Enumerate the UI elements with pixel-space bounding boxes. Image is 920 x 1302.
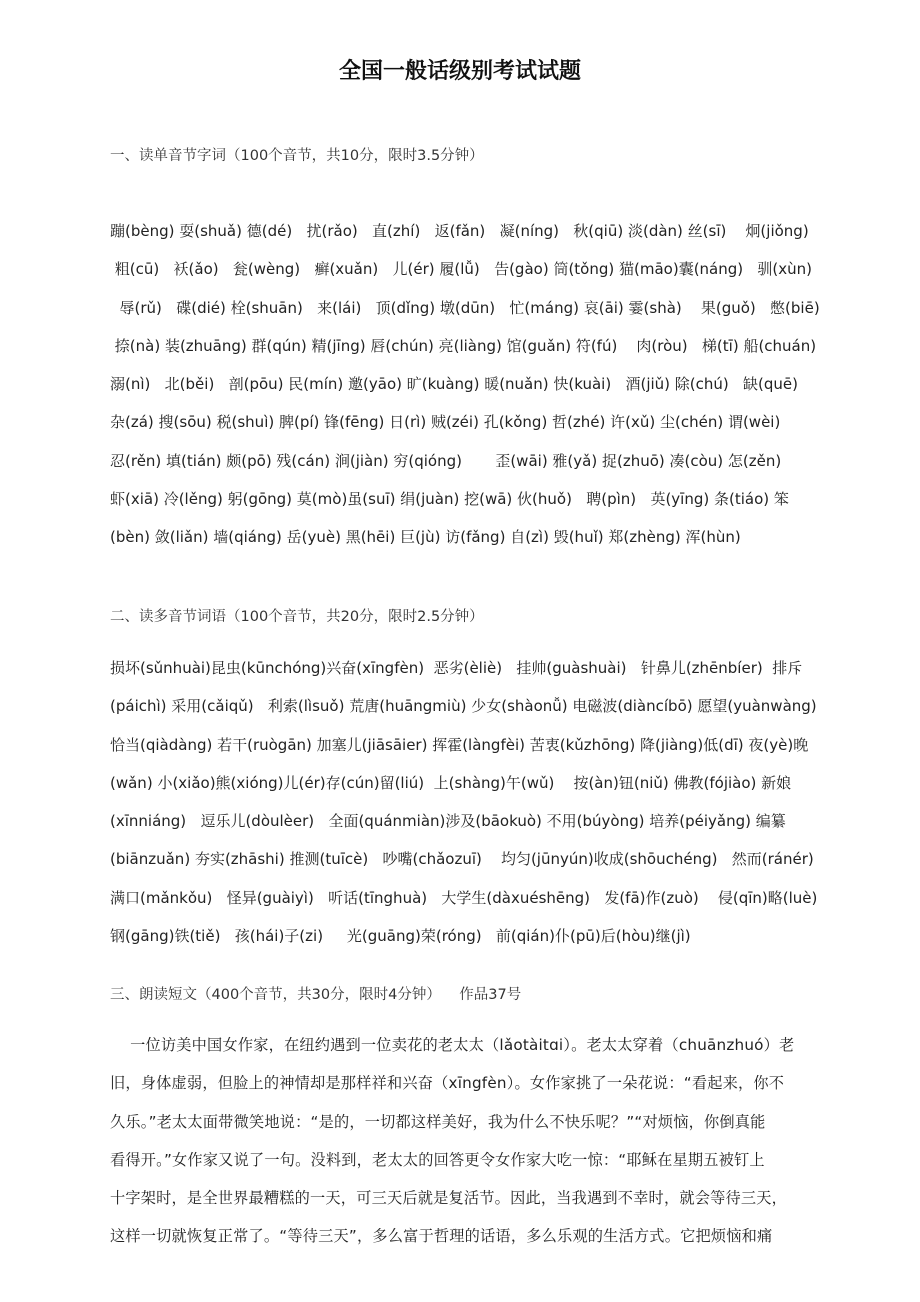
text-line: 久乐。”老太太面带微笑地说：“是的，一切都这样美好，我为什么不快乐呢？”“对烦恼，你倒真能 (110, 1112, 766, 1131)
text-line: (biānzuǎn) 夯实(zhāshi) 推测(tuīcè) 吵嘴(chǎozuī) 均匀(jūnyún)收成(shōuchéng) 然而(ránér) (110, 850, 814, 869)
section1-heading: 一、读单音节字词（100个音节，共10分，限时3.5分钟） (110, 148, 484, 164)
text-line: 钢(gāng)铁(tiě) 孩(hái)子(zi) 光(guāng)荣(róng) 前(qián)仆(pū)后(hòu)继(jì) (110, 927, 691, 946)
text-line: 溺(nì) 北(běi) 剖(pōu) 民(mín) 邀(yāo) 旷(kuàng) 暖(nuǎn) 快(kuài) 酒(jiǔ) 除(chú) 缺(quē) (110, 375, 799, 394)
text-line: 辱(rǔ) 碟(dié) 栓(shuān) 来(lái) 顶(dǐng) 墩(dūn) 忙(máng) 哀(āi) 霎(shà) 果(guǒ) 憋(biē) (110, 298, 820, 317)
text-line: 杂(zá) 搜(sōu) 税(shuì) 脾(pí) 锋(fēng) 日(rì) 贼(zéi) 孔(kǒng) 哲(zhé) 许(xǔ) 尘(chén) 谓(wèi) (110, 413, 781, 432)
text-line: (wǎn) 小(xiǎo)熊(xióng)儿(ér)存(cún)留(liú) 上(shàng)午(wǔ) 按(àn)钮(niǔ) 佛教(fójiào) 新娘 (110, 773, 792, 792)
text-line: 旧，身体虚弱，但脸上的神情却是那样祥和兴奋（xīngfèn）。女作家挑了一朵花说：“看起来，你不 (110, 1074, 785, 1093)
text-line: 损坏(sǔnhuài)昆虫(kūnchóng)兴奋(xīngfèn) 恶劣(èliè) 挂帅(guàshuài) 针鼻儿(zhēnbíer) 排斥 (110, 659, 803, 677)
text-line: 恰当(qiàdàng) 若干(ruògān) 加塞儿(jiāsāier) 挥霍(làngfèi) 苦衷(kǔzhōng) 降(jiàng)低(dī) 夜(yè)晚 (110, 735, 809, 754)
text-line: 这样一切就恢复正常了。“等待三天”，多么富于哲理的话语，多么乐观的生活方式。它把烦恼和痛 (110, 1227, 773, 1246)
text-line: 蹦(bèng) 耍(shuǎ) 德(dé) 扰(rǎo) 直(zhí) 返(fǎn) 凝(níng) 秋(qiū) 淡(dàn) 丝(sī) 炯(jiǒng) (110, 222, 809, 240)
text-line: 虾(xiā) 冷(lěng) 躬(gōng) 莫(mò)虽(suī) 绢(juàn) 挖(wā) 伙(huǒ) 聘(pìn) 英(yīng) 条(tiáo) 笨 (110, 490, 789, 509)
text-line: 十字架时，是全世界最糟糕的一天，可三天后就是复活节。因此，当我遇到不幸时，就会等待三天， (110, 1189, 788, 1208)
section1-lines (110, 216, 830, 561)
text-line: 满口(mǎnkǒu) 怪异(guàiyì) 听话(tīnghuà) 大学生(dàxuéshēng) 发(fā)作(zuò) 侵(qīn)略(luè) (110, 888, 818, 907)
text-line: 看得开。”女作家又说了一句。没料到，老太太的回答更令女作家大吃一惊：“耶稣在星期五被钉上 (110, 1150, 765, 1169)
document-title: 全国一般话级别考试试题 (338, 59, 581, 84)
text-line: 一位访美中国女作家，在纽约遇到一位卖花的老太太（lǎotàitɑi）。老太太穿着（chuānzhuó）老 (110, 1036, 795, 1054)
text-line: 粗(cū) 袄(ǎo) 瓮(wèng) 癣(xuǎn) 儿(ér) 履(lǚ) 告(gào) 筒(tǒng) 猫(māo)囊(náng) 驯(xùn) (110, 260, 813, 279)
section3-passage (110, 1030, 830, 1260)
text-line: 忍(rěn) 填(tián) 颇(pō) 残(cán) 涧(jiàn) 穷(qióng) 歪(wāi) 雅(yǎ) 捉(zhuō) 凑(còu) 怎(zěn) (110, 451, 782, 470)
section2-heading: 二、读多音节词语（100个音节，共20分，限时2.5分钟） (110, 609, 484, 625)
section2-lines (110, 653, 830, 959)
text-line: (xīnniáng) 逗乐儿(dòulèer) 全面(quánmiàn)涉及(bāokuò) 不用(búyòng) 培养(péiyǎng) 编纂 (110, 812, 786, 831)
text-line: (bèn) 敛(liǎn) 墙(qiáng) 岳(yuè) 黑(hēi) 巨(jù) 访(fǎng) 自(zì) 毁(huǐ) 郑(zhèng) 浑(hùn) (110, 528, 741, 547)
section3-heading: 三、朗读短文（400个音节，共30分，限时4分钟） 作品37号 (110, 987, 522, 1003)
text-line: 捺(nà) 装(zhuāng) 群(qún) 精(jīng) 唇(chún) 亮(liàng) 馆(guǎn) 符(fú) 肉(ròu) 梯(tī) 船(chuán) (110, 336, 817, 355)
text-line: (páichì) 采用(cǎiqǔ) 利索(lìsuǒ) 荒唐(huāngmiù) 少女(shàonǚ) 电磁波(diàncíbō) 愿望(yuànwàng) (110, 697, 817, 716)
